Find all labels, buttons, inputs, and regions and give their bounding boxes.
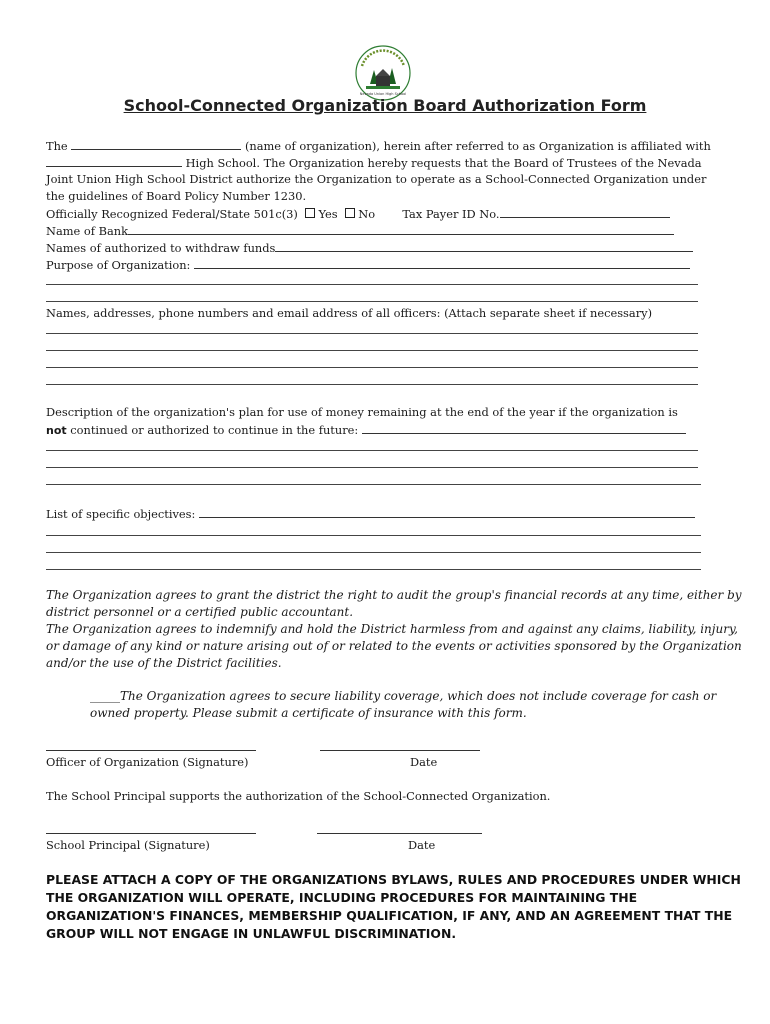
footer-notice-line-1: PLEASE ATTACH A COPY OF THE ORGANIZATIONS BYLAWS, RULES AND PROCEDURES UNDER WHICH xyxy=(46,872,741,887)
school-crest-icon xyxy=(354,44,412,102)
insurance-line-1: _____The Organization agrees to secure liability coverage, which does not include coverage for cash or xyxy=(90,689,717,703)
objectives-line[interactable] xyxy=(46,535,701,536)
plan-text: continued or authorized to continue in the future: xyxy=(70,423,359,437)
principal-signature-label: School Principal (Signature) xyxy=(46,838,210,852)
principal-signature-line[interactable] xyxy=(46,833,256,834)
withdraw-label: Names of authorized to withdraw funds xyxy=(46,241,276,255)
intro-line-4: the guidelines of Board Policy Number 1230. xyxy=(46,189,307,203)
no-label: No xyxy=(358,207,376,221)
intro-text: (name of organization), herein after referred to as Organization is affiliated with xyxy=(244,139,711,153)
purpose-field[interactable] xyxy=(194,257,690,269)
officer-date-label: Date xyxy=(410,755,438,769)
bank-name-field[interactable] xyxy=(128,223,674,235)
principal-statement: The School Principal supports the authorization of the School-Connected Organization. xyxy=(46,789,551,803)
indemnify-line-2: or damage of any kind or nature arising out of or related to the events or activities sponsored by the Organization xyxy=(46,639,742,653)
objectives-line[interactable] xyxy=(46,552,701,553)
recognized-label: Officially Recognized Federal/State 501c(3) xyxy=(46,207,298,221)
principal-date-label: Date xyxy=(408,838,436,852)
footer-notice-line-2: THE ORGANIZATION WILL OPERATE, INCLUDING PROCEDURES FOR MAINTAINING THE xyxy=(46,890,638,905)
indemnify-line-3: and/or the use of the District facilities. xyxy=(46,656,282,670)
withdraw-row xyxy=(46,240,693,255)
purpose-line[interactable] xyxy=(46,301,698,302)
footer-notice-line-3: ORGANIZATION'S FINANCES, MEMBERSHIP QUALIFICATION, IF ANY, AND AN AGREEMENT THAT THE xyxy=(46,908,733,923)
plan-line[interactable] xyxy=(46,484,701,485)
bank-label: Name of Bank xyxy=(46,224,129,238)
officers-line[interactable] xyxy=(46,333,698,334)
taxpayer-id-field[interactable] xyxy=(500,206,670,218)
officer-date-line[interactable] xyxy=(320,750,480,751)
svg-text:Nevada Union High School: Nevada Union High School xyxy=(359,92,407,96)
intro-line-1 xyxy=(46,138,711,153)
objectives-row xyxy=(46,506,695,521)
recognized-row xyxy=(46,206,670,221)
plan-line[interactable] xyxy=(46,450,698,451)
plan-line-2 xyxy=(46,422,686,438)
plan-not-emphasis: not xyxy=(46,424,67,437)
intro-text: High School. The Organization hereby requests that the Board of Trustees of the Nevada xyxy=(185,156,702,170)
organization-name-field[interactable] xyxy=(71,138,241,150)
officers-label: Names, addresses, phone numbers and email address of all officers: (Attach separate sheet if necessary) xyxy=(46,306,653,320)
page-title: School-Connected Organization Board Authorization Form xyxy=(123,96,647,115)
purpose-line[interactable] xyxy=(46,284,698,285)
officer-signature-label: Officer of Organization (Signature) xyxy=(46,755,249,769)
insurance-line-2: owned property. Please submit a certificate of insurance with this form. xyxy=(90,706,527,720)
principal-date-line[interactable] xyxy=(317,833,482,834)
officers-line[interactable] xyxy=(46,350,698,351)
intro-text: The xyxy=(46,139,68,153)
no-checkbox[interactable] xyxy=(345,208,355,218)
indemnify-line-1: The Organization agrees to indemnify and hold the District harmless from and against any claims, liability, injury, xyxy=(46,622,738,636)
officers-line[interactable] xyxy=(46,367,698,368)
objectives-label: List of specific objectives: xyxy=(46,507,196,521)
purpose-row xyxy=(46,257,690,272)
officers-line[interactable] xyxy=(46,384,698,385)
yes-checkbox[interactable] xyxy=(305,208,315,218)
bank-row xyxy=(46,223,674,238)
intro-line-2 xyxy=(46,155,702,170)
yes-label: Yes xyxy=(318,207,338,221)
objectives-field[interactable] xyxy=(199,506,695,518)
plan-line[interactable] xyxy=(46,467,698,468)
high-school-field[interactable] xyxy=(46,155,182,167)
withdraw-names-field[interactable] xyxy=(275,240,693,252)
intro-line-3: Joint Union High School District authorize the Organization to operate as a School-Connected Organization under xyxy=(46,172,707,186)
footer-notice-line-4: GROUP WILL NOT ENGAGE IN UNLAWFUL DISCRIMINATION. xyxy=(46,926,457,941)
plan-field[interactable] xyxy=(362,422,686,434)
purpose-label: Purpose of Organization: xyxy=(46,258,191,272)
audit-line-2: district personnel or a certified public accountant. xyxy=(46,605,354,619)
audit-line-1: The Organization agrees to grant the district the right to audit the group's financial records at any time, either by xyxy=(46,588,742,602)
taxpayer-label: Tax Payer ID No. xyxy=(402,207,500,221)
objectives-line[interactable] xyxy=(46,569,701,570)
officer-signature-line[interactable] xyxy=(46,750,256,751)
plan-line-1: Description of the organization's plan for use of money remaining at the end of the year if the organization is xyxy=(46,405,678,419)
